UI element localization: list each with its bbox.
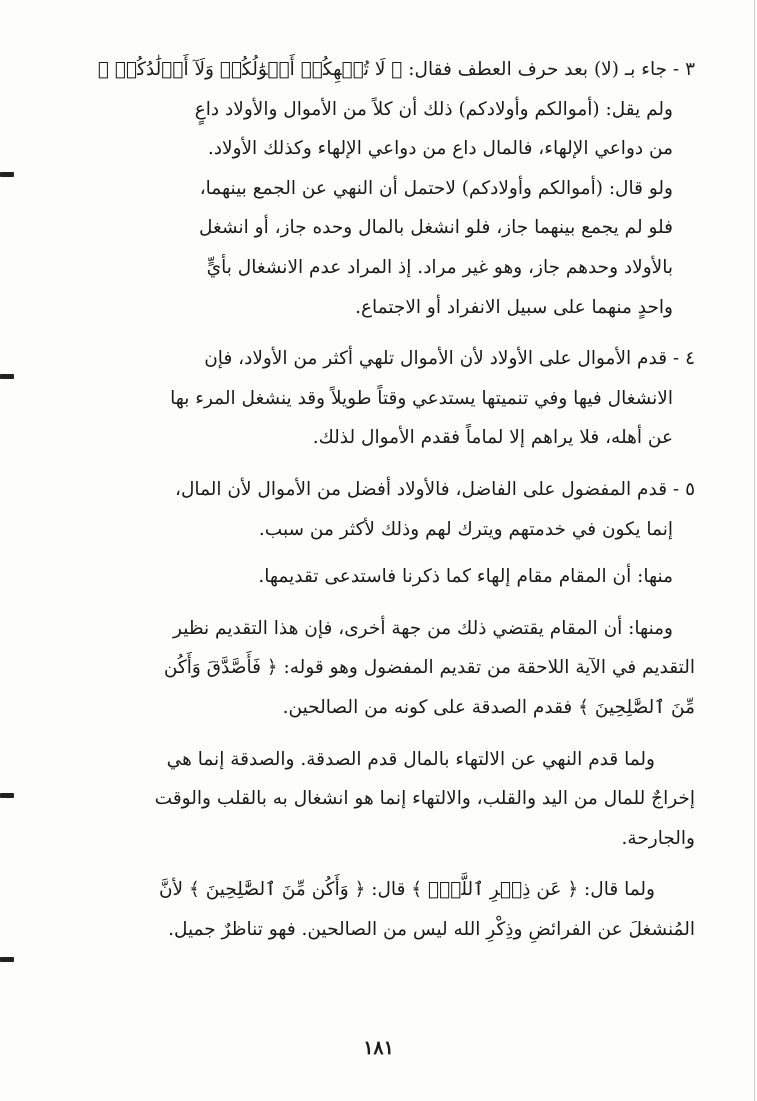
margin-mark bbox=[0, 793, 14, 798]
margin-mark bbox=[0, 374, 14, 379]
text-line: إنما يكون في خدمتهم ويترك لهم وذلك لأكثر من سبب. bbox=[258, 518, 673, 540]
text-line: والجارحة. bbox=[621, 827, 695, 849]
paragraph-reason-1 bbox=[55, 557, 695, 597]
text-line: ولم يقل: (أموالكم وأولادكم) ذلك أن كلاً من الأموال والأولاد داعٍ bbox=[194, 98, 673, 120]
main-text bbox=[55, 50, 695, 961]
text-line: المُنشغلَ عن الفرائضِ وذِكْرِ الله ليس من الصالحين. فهو تناظرٌ جميل. bbox=[168, 918, 695, 940]
text-line: فلو لم يجمع بينهما جاز، فلو انشغل بالمال وحده جاز، أو انشغل bbox=[199, 217, 673, 239]
paragraph-reason-2 bbox=[55, 609, 695, 728]
text-line: من دواعي الإلهاء، فالمال داع من دواعي الإلهاء وكذلك الأولاد. bbox=[207, 138, 673, 160]
paragraph-remembrance bbox=[55, 870, 695, 949]
text-line: ٣ - جاء بـ (لا) بعد حرف العطف فقال: ﴿ لَا تُلۡهِكُمۡ أَمۡوَٰلُكُمۡ وَلَآ أَوۡلَٰدُكُمۡ ﴾ bbox=[97, 59, 695, 80]
text-line: إخراجٌ للمال من اليد والقلب، والالتهاء إنما هو انشغال به بالقلب والوقت bbox=[154, 788, 695, 810]
text-line: ومنها: أن المقام يقتضي ذلك من جهة أخرى، فإن هذا التقديم نظير bbox=[173, 617, 673, 639]
text-line: الانشغال فيها وفي تنميتها يستدعي وقتاً طويلاً وقد ينشغل المرء بها bbox=[170, 387, 673, 409]
text-line: التقديم في الآية اللاحقة من تقديم المفضول وهو قوله: ﴿ فَأَصَّدَّقَ وَأَكُن bbox=[163, 657, 695, 679]
margin-mark bbox=[0, 172, 14, 177]
text-line: ولما قال: ﴿ عَن ذِكۡرِ ٱللَّهِۚ ﴾ قال: ﴿ وَأَكُن مِّنَ ٱلصَّٰلِحِينَ ﴾ لأنَّ bbox=[158, 879, 655, 901]
paragraph-point-4 bbox=[55, 339, 695, 458]
page-number: ١٨١ bbox=[363, 1037, 394, 1059]
page-edge-line bbox=[754, 0, 755, 1101]
paragraph-point-5 bbox=[55, 470, 695, 549]
text-line: منها: أن المقام مقام إلهاء كما ذكرنا فاستدعى تقديمها. bbox=[258, 566, 673, 588]
text-line: بالأولاد وحدهم جاز، وهو غير مراد. إذ المراد عدم الانشغال بأيٍّ bbox=[206, 256, 673, 278]
text-line: واحدٍ منهما على سبيل الانفراد أو الاجتماع. bbox=[355, 296, 673, 318]
text-line: ولما قدم النهي عن الالتهاء بالمال قدم الصدقة. والصدقة إنما هي bbox=[166, 748, 655, 770]
text-line: ولو قال: (أموالكم وأولادكم) لاحتمل أن النهي عن الجمع بينهما، bbox=[199, 177, 673, 199]
margin-mark bbox=[0, 957, 14, 962]
text-line: ٥ - قدم المفضول على الفاضل، فالأولاد أفضل من الأموال لأن المال، bbox=[175, 478, 695, 500]
text-line: مِّنَ ٱلصَّٰلِحِينَ ﴾ فقدم الصدقة على كونه من الصالحين. bbox=[282, 696, 695, 718]
paragraph-point-3 bbox=[55, 50, 695, 327]
text-line: عن أهله، فلا يراهم إلا لماماً فقدم الأموال لذلك. bbox=[312, 427, 673, 449]
text-line: ٤ - قدم الأموال على الأولاد لأن الأموال تلهي أكثر من الأولاد، فإن bbox=[204, 348, 695, 370]
paragraph-charity bbox=[55, 740, 695, 859]
